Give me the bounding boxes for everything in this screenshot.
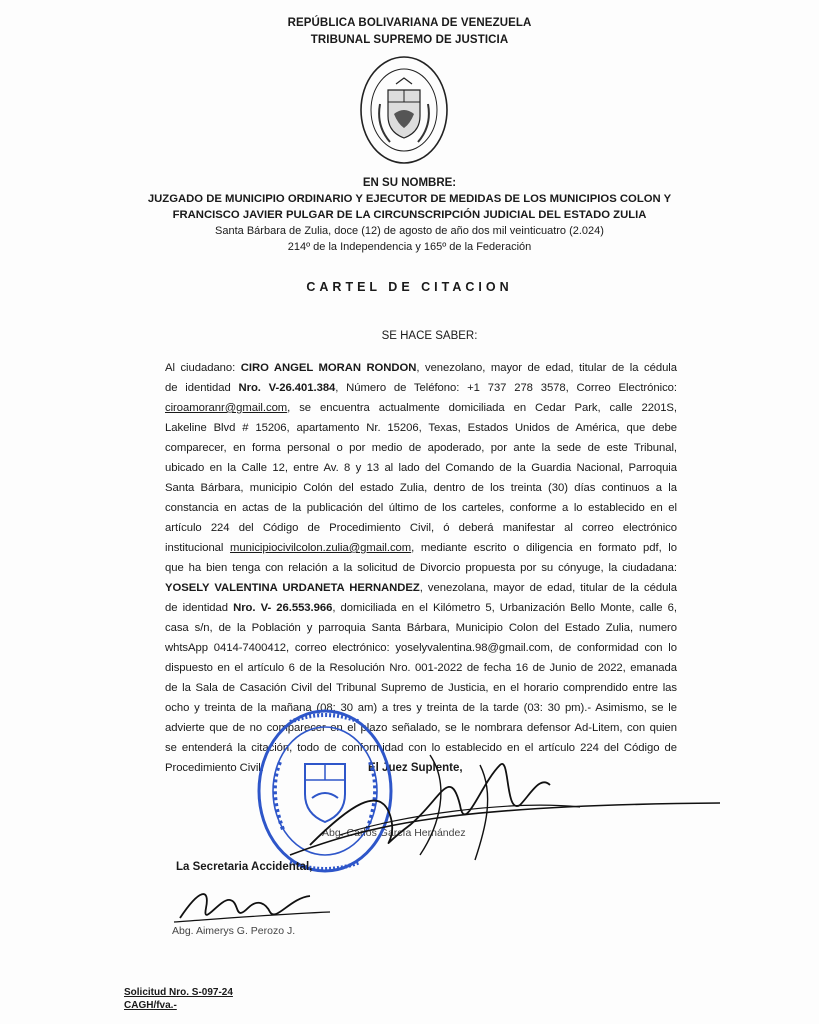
body-line-21: Procedimiento Civil. bbox=[165, 762, 264, 774]
document-title: CARTEL DE CITACION bbox=[306, 280, 513, 294]
initials-reference: CAGH/fva.- bbox=[124, 1000, 177, 1011]
judge-name: Abg. Carlos García Hernández bbox=[322, 827, 466, 839]
body-line-4: Lakeline Blvd # 15206, apartamento Nr. 15206, Texas, Estados Unidos de América, que debe bbox=[165, 422, 677, 434]
secretary-title: La Secretaria Accidental, bbox=[176, 861, 313, 873]
body-line-11: que ha bien tenga con relación a la solicitud de Divorcio propuesta por su cónyuge, la ciudadana: bbox=[165, 562, 677, 574]
header-tribunal: TRIBUNAL SUPREMO DE JUSTICIA bbox=[310, 34, 509, 46]
body-line-10: institucional municipiocivilcolon.zulia@gmail.com, mediante escrito o diligencia en formato pdf, lo bbox=[165, 542, 677, 554]
body-line-15: whtsApp 0414-7400412, correo electrónico: yoselyvalentina.98@gmail.com, de conformidad con lo bbox=[165, 642, 677, 654]
body-line-9: artículo 224 del Código de Procedimiento Civil, ó deberá manifestar al correo electrónico bbox=[165, 522, 677, 534]
respondent-email: ciroamoranr@gmail.com bbox=[165, 402, 288, 414]
body-line-12: YOSELY VALENTINA URDANETA HERNANDEZ, venezolana, mayor de edad, titular de la cédula bbox=[165, 582, 678, 594]
body-line-19: advierte que de no comparecer en el plazo señalado, se le nombrara defensor Ad-Litem, con quien bbox=[165, 722, 677, 734]
secretary-name: Abg. Aimerys G. Perozo J. bbox=[172, 925, 296, 937]
independence-years: 214º de la Independencia y 165º de la Federación bbox=[287, 241, 532, 253]
request-number: Solicitud Nro. S-097-24 bbox=[124, 987, 233, 998]
body-line-5: comparecer, en forma personal o por medio de apoderado, por ante la sede de este Tribunal, bbox=[165, 442, 677, 454]
body-line-3: ciroamoranr@gmail.com, se encuentra actualmente domiciliada en Cedar Park, calle 2201S, bbox=[165, 402, 677, 414]
body-line-2: de identidad Nro. V-26.401.384, Número de Teléfono: +1 737 278 3578, Correo Electrónico: bbox=[165, 382, 677, 394]
body-line-16: dispuesto en el artículo 6 de la Resolución Nro. 001-2022 de fecha 16 de Junio de 2022, emanada bbox=[165, 662, 677, 674]
body-line-17: de la Sala de Casación Civil del Tribunal Supremo de Justicia, en el horario comprendido entre las bbox=[165, 682, 677, 694]
body-line-13: de identidad Nro. V- 26.553.966, domiciliada en el Kilómetro 5, Urbanización Bello Monte, calle 6, bbox=[165, 602, 677, 614]
en-su-nombre: EN SU NOMBRE: bbox=[362, 177, 457, 189]
body-line-6: ubicado en la Calle 12, entre Av. 8 y 13 al lado del Comando de la Guardia Nacional, Parroquia bbox=[165, 462, 677, 474]
court-name-line2: FRANCISCO JAVIER PULGAR DE LA CIRCUNSCRIPCIÓN JUDICIAL DEL ESTADO ZULIA bbox=[172, 209, 647, 221]
body-line-1: Al ciudadano: CIRO ANGEL MORAN RONDON, venezolano, mayor de edad, titular de la cédula bbox=[165, 362, 677, 374]
header-republic: REPÚBLICA BOLIVARIANA DE VENEZUELA bbox=[287, 17, 532, 29]
judge-signature bbox=[250, 745, 730, 875]
body-line-20: se entenderá la citación, todo de conformidad con lo establecido en el artículo 224 del Código de bbox=[165, 742, 677, 754]
body-line-18: ocho y treinta de la mañana (08: 30 am) a tres y treinta de la tarde (03: 30 pm).- Asimismo, se le bbox=[165, 702, 677, 714]
issue-date: Santa Bárbara de Zulia, doce (12) de agosto de año dos mil veinticuatro (2.024) bbox=[215, 225, 604, 237]
court-email: municipiocivilcolon.zulia@gmail.com bbox=[230, 542, 412, 554]
body-line-14: casa s/n, de la Población y parroquia Santa Bárbara, Municipio Colon del Estado Zulia, numero bbox=[165, 622, 677, 634]
body-line-8: constancia en actas de la publicación del último de los carteles, conforme a lo establecido en el bbox=[165, 502, 677, 514]
body-line-7: Santa Bárbara, municipio Colón del estado Zulia, dentro de los treinta (30) días continuos a la bbox=[165, 482, 677, 494]
se-hace-saber: SE HACE SABER: bbox=[381, 330, 478, 342]
court-name-line1: JUZGADO DE MUNICIPIO ORDINARIO Y EJECUTOR DE MEDIDAS DE LOS MUNICIPIOS COLON Y bbox=[147, 193, 672, 205]
court-seal bbox=[358, 54, 450, 166]
judge-title: El Juez Suplente, bbox=[368, 762, 463, 774]
